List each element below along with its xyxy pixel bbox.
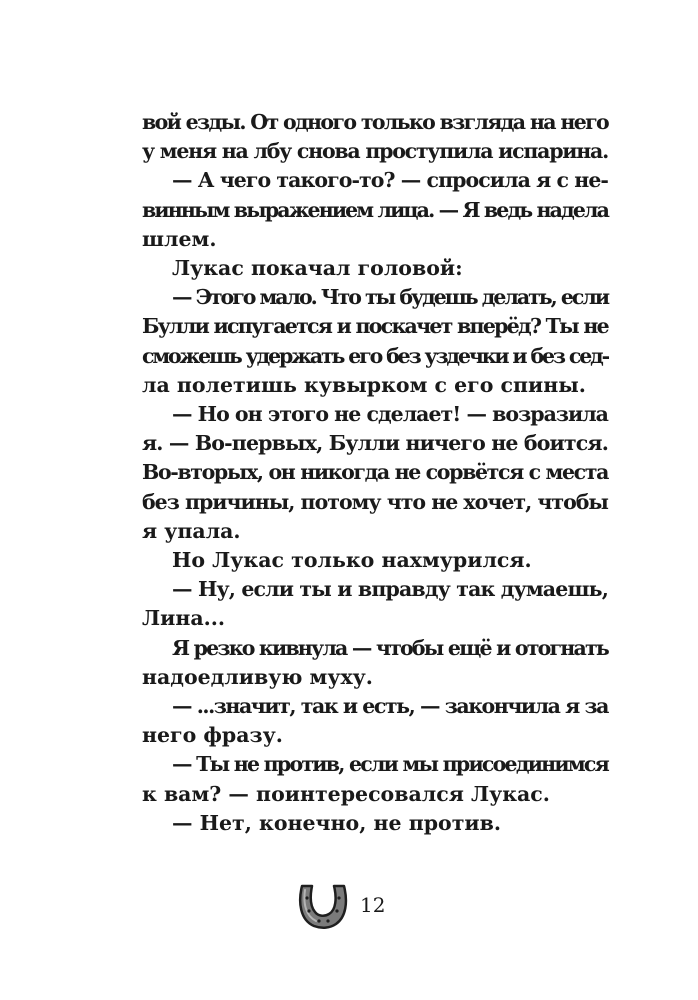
text-line: — Этого мало. Что ты будешь делать, если [172,285,608,310]
text-line: надоедливую муху. [142,664,373,689]
text-line: Во-вторых, он никогда не сорвётся с места [142,460,608,485]
text-line: — Ну, если ты и вправду так думаешь, [172,577,608,602]
text-line: винным выражением лица. — Я ведь надела [142,197,608,222]
text-line: Лукас покачал головой: [172,256,463,281]
text-line: — А чего такого-то? — спросила я с не- [172,168,608,193]
page-footer [296,880,416,930]
text-line: я упала. [142,518,241,543]
text-line: у меня на лбу снова проступила испарина. [142,139,608,164]
text-line: Булли испугается и поскачет вперёд? Ты не [142,314,608,339]
text-line: Лина... [142,606,226,631]
text-line: без причины, потому что не хочет, чтобы [142,489,608,514]
text-line: — Ты не против, если мы присоединимся [172,752,608,777]
text-line: к вам? — поинтересовался Лукас. [142,781,550,806]
text-line: Но Лукас только нахмурился. [172,548,532,573]
text-line: вой езды. От одного только взгляда на него [142,110,608,134]
text-line: я. — Во-первых, Булли ничего не боится. [142,431,608,456]
text-line: — Нет, конечно, не против. [172,810,501,835]
text-line: — Но он этого не сделает! — возразила [172,402,608,427]
text-line: шлем. [142,226,217,251]
text-line: сможешь удержать его без уздечки и без сед- [142,343,608,368]
page-body-text [142,108,608,838]
text-line: Я резко кивнула — чтобы ещё и отогнать [172,635,608,660]
text-line: него фразу. [142,723,283,748]
horseshoe-icon [296,880,350,930]
text-line: ла полетишь кувырком с его спины. [142,372,586,397]
page-number: 12 [360,893,386,917]
text-line: — ...значит, так и есть, — закончила я за [172,694,608,719]
